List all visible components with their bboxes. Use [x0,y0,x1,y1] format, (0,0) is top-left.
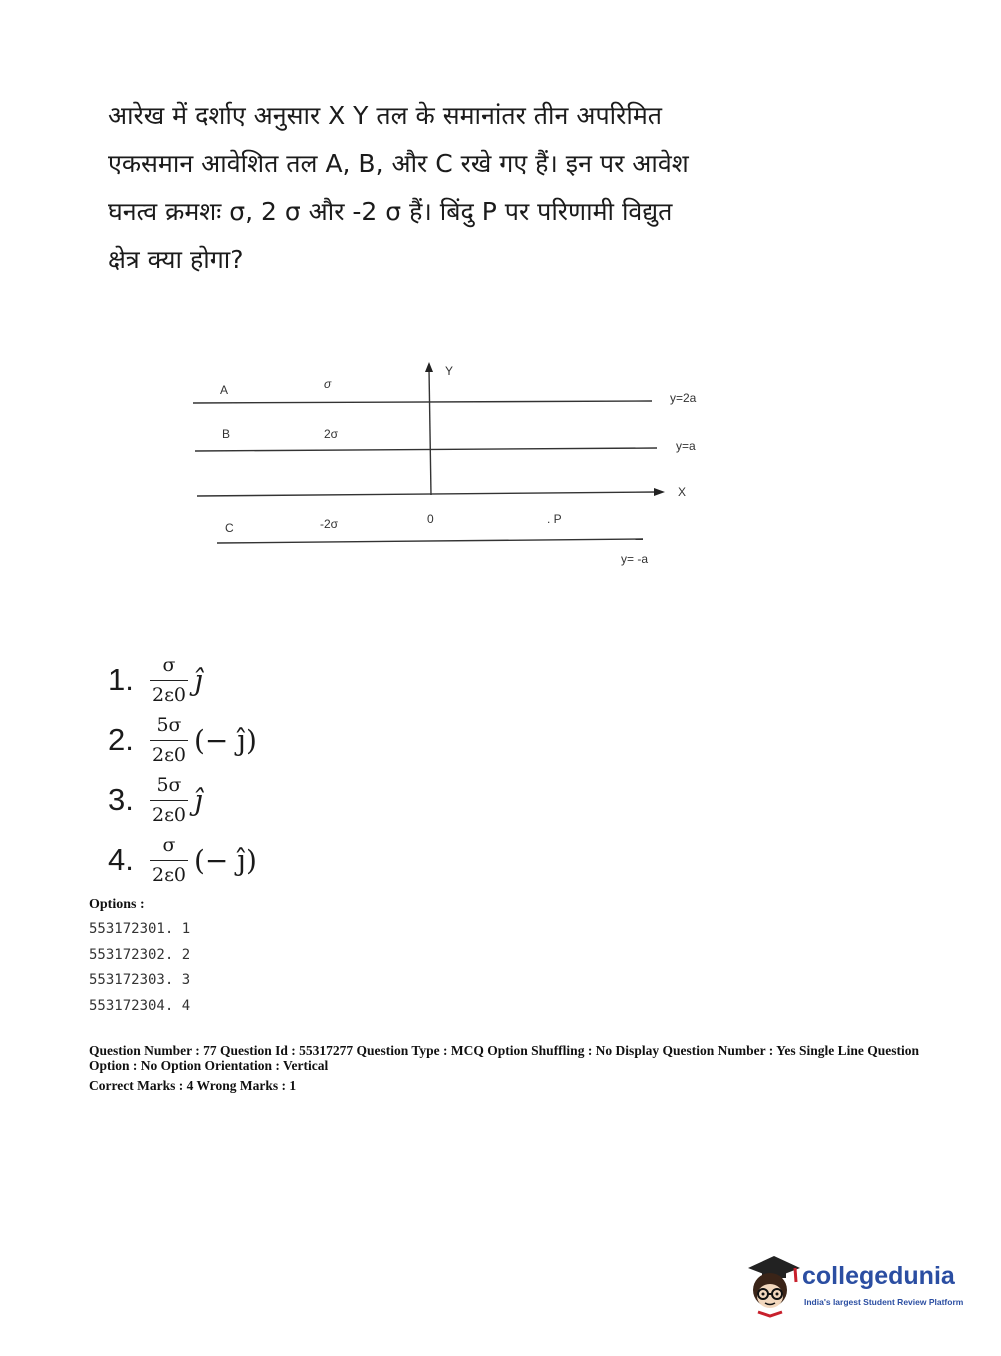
question-line-2: एकसमान आवेशित तल A, B, और C रखे गए हैं। इन पर आवेश [108,149,689,178]
plane-b-line [195,448,657,451]
plane-c-equation: y= -a [621,552,649,566]
option-3 [108,770,257,830]
answer-options [108,650,257,890]
logo-brand: collegedunia [802,1262,955,1290]
option-unit-vector: ĵ [194,663,203,697]
option-fraction [150,654,188,707]
option-number: 2. [108,722,134,757]
plane-c-line [217,539,643,543]
fraction-denominator: 2ε0 [151,743,187,766]
question-info-line: Question Number : 77 Question Id : 55317277 Question Type : MCQ Option Shuffling : No Display Question Number : Yes Single Line Question Option : No Option Orientation : Vertical [89,1043,919,1073]
question-line-3: घनत्व क्रमशः σ, 2 σ और -2 σ हैं। बिंदु P पर परिणामी विद्युत [108,197,673,226]
option-fraction [150,834,188,887]
marks-info-line: Correct Marks : 4 Wrong Marks : 1 [89,1078,297,1093]
plane-a-charge: σ [324,377,332,391]
fraction-denominator: 2ε0 [151,803,187,826]
plane-b-charge: 2σ [324,427,339,441]
question-info [89,1043,919,1098]
plane-a-label: A [220,383,229,397]
fraction-denominator: 2ε0 [151,863,187,886]
option-2 [108,710,257,770]
fraction-numerator: 5σ [156,713,182,736]
option-unit-vector: (− ĵ) [194,723,257,757]
plane-b-equation: y=a [676,439,696,453]
x-axis-label: X [678,485,687,499]
question-line-1: आरेख में दर्शाए अनुसार X Y तल के समानांतर तीन अपरिमित [108,101,663,130]
option-unit-vector: (− ĵ) [194,843,257,877]
fraction-bar [150,860,188,861]
option-number: 1. [108,662,134,697]
option-fraction [150,714,188,767]
mascot-icon [740,1248,802,1318]
x-axis [197,492,656,496]
option-id-3: 553172303. 3 [89,972,191,988]
fraction-bar [150,800,188,801]
options-meta [89,897,190,1019]
plane-c-charge: -2σ [320,517,339,531]
fraction-numerator: σ [162,833,176,856]
logo-tagline: India's largest Student Review Platform [804,1297,964,1307]
y-axis [429,369,431,495]
option-fraction [150,774,188,827]
point-p-label: . P [547,512,562,526]
y-axis-arrow [425,362,433,372]
origin-label: 0 [427,512,434,526]
option-4 [108,830,257,890]
option-id-1: 553172301. 1 [89,921,191,937]
collegedunia-logo [740,1248,980,1328]
fraction-numerator: σ [162,653,176,676]
option-1 [108,650,257,710]
x-axis-arrow [654,488,665,496]
option-number: 4. [108,842,134,877]
planes-diagram [180,355,720,585]
options-label: Options : [89,897,145,912]
question-text [108,92,828,284]
option-id-2: 553172302. 2 [89,946,191,963]
option-unit-vector: ĵ [194,783,203,817]
plane-a-line [193,401,652,403]
plane-b-label: B [222,427,231,441]
option-number: 3. [108,782,134,817]
plane-c-label: C [225,521,234,535]
fraction-bar [150,740,188,741]
fraction-numerator: 5σ [156,773,182,796]
fraction-denominator: 2ε0 [151,683,187,706]
question-line-4: क्षेत्र क्या होगा? [108,245,244,274]
plane-a-equation: y=2a [670,391,697,405]
option-id-4: 553172304. 4 [89,997,191,1014]
y-axis-label: Y [445,364,454,378]
fraction-bar [150,680,188,681]
